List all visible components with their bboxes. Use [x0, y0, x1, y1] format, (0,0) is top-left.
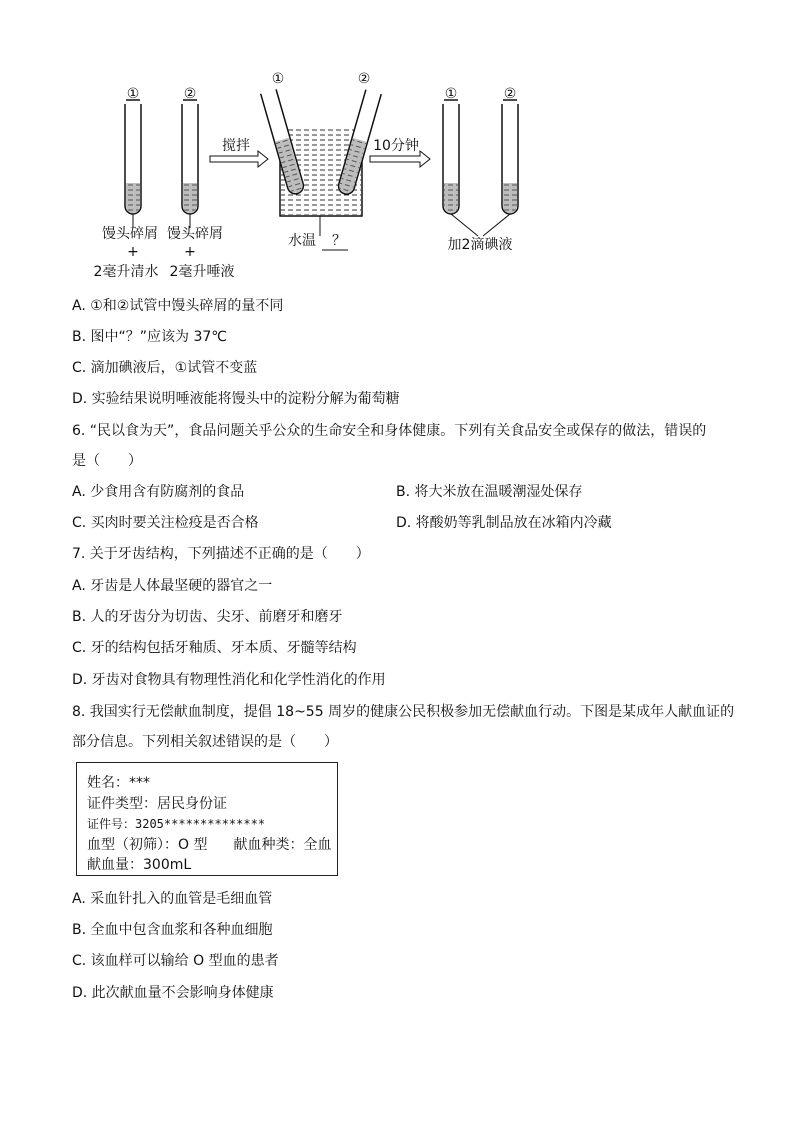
- q7-option-c: C. 牙的结构包括牙釉质、牙本质、牙髓等结构: [72, 640, 357, 656]
- svg-text:①: ①: [444, 86, 458, 102]
- svg-text:②: ②: [503, 86, 517, 102]
- water-temp-question: ？: [332, 233, 346, 249]
- q8-stem-line1: 8. 我国实行无偿献血制度，提倡 18~55 周岁的健康公民积极参加无偿献血行动。下图是某成年人献血证的: [72, 704, 735, 720]
- time-label: 10分钟: [373, 138, 419, 154]
- q8-option-c: C. 该血样可以输给 O 型血的患者: [72, 953, 279, 969]
- blood-donation-card: [76, 762, 338, 876]
- caption-mantou-1: 馒头碎屑: [102, 226, 158, 242]
- iodine-label: 加2滴碘液: [447, 237, 513, 253]
- card-blood-type: 血型（初筛）：O 型: [87, 836, 208, 853]
- caption-saliva: 2毫升唾液: [169, 264, 235, 280]
- q6-option-a: A. 少食用含有防腐剂的食品: [72, 484, 245, 500]
- card-volume: 献血量：300mL: [87, 857, 192, 873]
- q6-option-d: D. 将酸奶等乳制品放在冰箱内冷藏: [396, 515, 612, 531]
- tube-1-label: ①: [126, 86, 140, 102]
- q6-stem-line1: 6. “民以食为天”，食品问题关乎公众的生命安全和身体健康。下列有关食品安全或保存的做法，错误的: [72, 423, 707, 439]
- q7-option-b: B. 人的牙齿分为切齿、尖牙、前磨牙和磨牙: [72, 609, 343, 625]
- q6-option-c: C. 买肉时要关注检疫是否合格: [72, 515, 259, 531]
- q5-option-b: B. 图中“？”应该为 37℃: [72, 329, 227, 345]
- tube-2-right: [502, 86, 518, 214]
- card-id-number: 证件号：3205**************: [87, 817, 266, 831]
- q5-option-d: D. 实验结果说明唾液能将馒头中的淀粉分解为葡萄糖: [72, 391, 400, 407]
- q5-option-c: C. 滴加碘液后，①试管不变蓝: [72, 360, 258, 376]
- q5-option-a: A. ①和②试管中馒头碎屑的量不同: [72, 298, 284, 314]
- plus-1: +: [127, 244, 139, 260]
- beaker-tube-2-label: ②: [357, 71, 371, 87]
- card-blood-row: [87, 835, 337, 856]
- caption-mantou-2: 馒头碎屑: [167, 226, 223, 242]
- q6-option-b: B. 将大米放在温暖潮湿处保存: [396, 484, 583, 500]
- card-name: 姓名：***: [87, 775, 150, 791]
- q8-option-b: B. 全血中包含血浆和各种血细胞: [72, 922, 273, 938]
- card-donation-kind: 献血种类：全血: [233, 836, 332, 853]
- q8-option-d: D. 此次献血量不会影响身体健康: [72, 985, 274, 1001]
- stir-label: 搅拌: [222, 138, 250, 154]
- q7-option-a: A. 牙齿是人体最坚硬的器官之一: [72, 578, 273, 594]
- card-id-type: 证件类型：居民身份证: [87, 795, 227, 812]
- experiment-figure: [80, 68, 540, 288]
- tube-2-left: [182, 86, 198, 228]
- q7-stem: 7. 关于牙齿结构，下列描述不正确的是（ ）: [72, 546, 370, 562]
- q8-option-a: A. 采血针扎入的血管是毛细血管: [72, 891, 273, 907]
- q7-option-d: D. 牙齿对食物具有物理性消化和化学性消化的作用: [72, 672, 386, 688]
- q6-stem-line2: 是（ ）: [72, 453, 142, 469]
- tube-1-left: [125, 86, 141, 228]
- tube-1-right: [443, 86, 459, 214]
- q8-stem-line2: 部分信息。下列相关叙述错误的是（ ）: [72, 734, 338, 750]
- tube-2-label: ②: [183, 86, 197, 102]
- beaker: [261, 71, 382, 236]
- caption-water: 2毫升清水: [93, 264, 159, 280]
- plus-2: +: [184, 244, 196, 260]
- beaker-tube-1-label: ①: [271, 71, 285, 87]
- water-temp-label: 水温: [288, 233, 316, 249]
